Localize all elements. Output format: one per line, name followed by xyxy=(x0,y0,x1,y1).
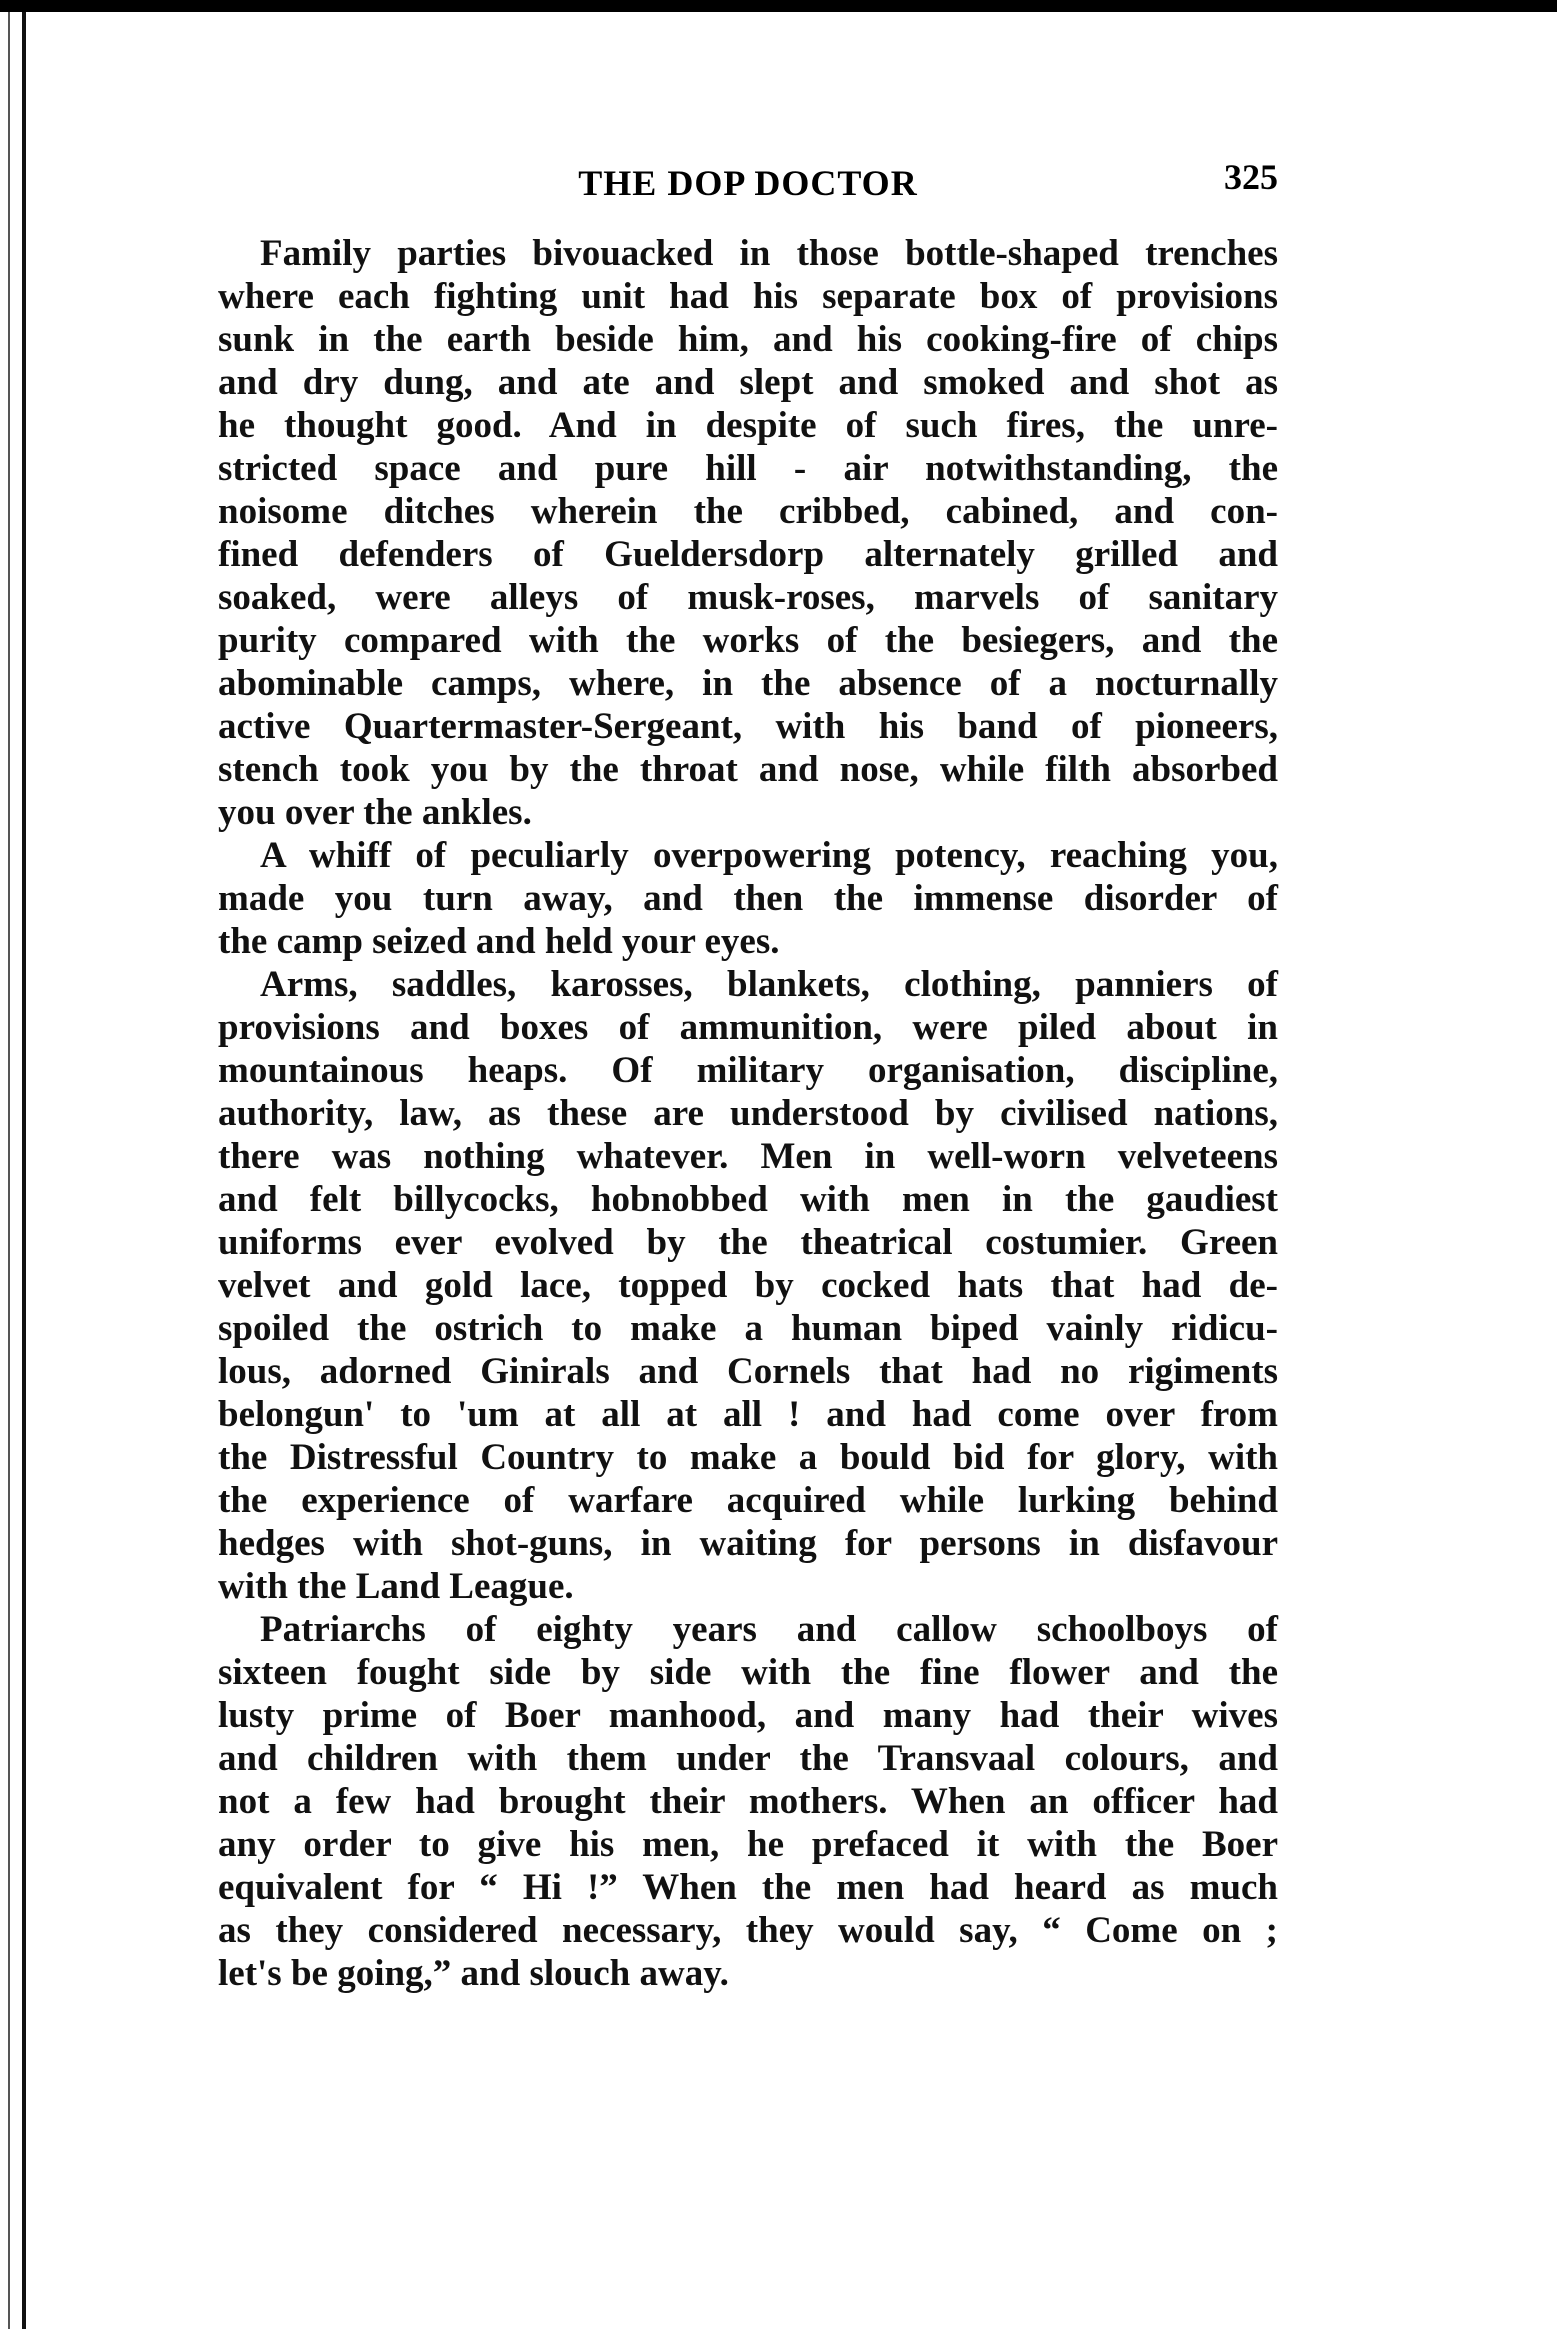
text-line: sixteen fought side by side with the fine flower and the xyxy=(218,1652,1278,1693)
text-line: sunk in the earth beside him, and his cooking-fire of chips xyxy=(218,319,1278,360)
text-line: abominable camps, where, in the absence of a nocturnally xyxy=(218,663,1278,704)
text-line: stench took you by the throat and nose, while filth absorbed xyxy=(218,749,1278,790)
text-line: mountainous heaps. Of military organisation, discipline, xyxy=(218,1050,1278,1091)
text-line: he thought good. And in despite of such fires, the unre- xyxy=(218,405,1278,446)
text-line: velvet and gold lace, topped by cocked hats that had de- xyxy=(218,1265,1278,1306)
text-line: equivalent for “ Hi !” When the men had heard as much xyxy=(218,1867,1278,1908)
text-line: lusty prime of Boer manhood, and many had their wives xyxy=(218,1695,1278,1736)
text-line: with the Land League. xyxy=(218,1566,574,1607)
text-line: any order to give his men, he prefaced it with the Boer xyxy=(218,1824,1278,1865)
text-line: and children with them under the Transvaal colours, and xyxy=(218,1738,1278,1779)
running-title: THE DOP DOCTOR xyxy=(578,163,918,203)
scan-border-left xyxy=(22,12,26,2329)
paragraph xyxy=(218,834,1278,963)
paragraph xyxy=(218,1608,1278,1995)
page-number: 325 xyxy=(1224,157,1278,197)
scan-border-left-outer xyxy=(8,12,10,2329)
text-line: uniforms ever evolved by the theatrical costumier. Green xyxy=(218,1222,1278,1263)
text-line: hedges with shot-guns, in waiting for persons in disfavour xyxy=(218,1523,1278,1564)
text-line: the Distressful Country to make a bould bid for glory, with xyxy=(218,1437,1278,1478)
text-line: you over the ankles. xyxy=(218,792,532,833)
scan-border-top xyxy=(0,0,1557,12)
text-line: noisome ditches wherein the cribbed, cabined, and con- xyxy=(218,491,1278,532)
text-line: provisions and boxes of ammunition, were piled about in xyxy=(218,1007,1278,1048)
text-line: Patriarchs of eighty years and callow schoolboys of xyxy=(260,1609,1278,1650)
text-line: as they considered necessary, they would say, “ Come on ; xyxy=(218,1910,1278,1951)
text-line: purity compared with the works of the besiegers, and the xyxy=(218,620,1278,661)
text-line: the camp seized and held your eyes. xyxy=(218,921,780,962)
body-text xyxy=(218,232,1278,1995)
paragraph xyxy=(218,963,1278,1608)
text-line: Family parties bivouacked in those bottle-shaped trenches xyxy=(260,233,1278,274)
text-line: let's be going,” and slouch away. xyxy=(218,1953,729,1994)
text-line: Arms, saddles, karosses, blankets, clothing, panniers of xyxy=(260,964,1278,1005)
page-header xyxy=(218,157,1278,212)
text-line: made you turn away, and then the immense disorder of xyxy=(218,878,1278,919)
text-line: where each fighting unit had his separate box of provisions xyxy=(218,276,1278,317)
text-line: and felt billycocks, hobnobbed with men in the gaudiest xyxy=(218,1179,1278,1220)
text-line: and dry dung, and ate and slept and smoked and shot as xyxy=(218,362,1278,403)
text-line: not a few had brought their mothers. When an officer had xyxy=(218,1781,1278,1822)
text-line: belongun' to 'um at all at all ! and had come over from xyxy=(218,1394,1278,1435)
text-line: spoiled the ostrich to make a human biped vainly ridicu- xyxy=(218,1308,1278,1349)
paragraph xyxy=(218,232,1278,834)
text-line: active Quartermaster-Sergeant, with his band of pioneers, xyxy=(218,706,1278,747)
text-line: stricted space and pure hill - air notwithstanding, the xyxy=(218,448,1278,489)
text-line: soaked, were alleys of musk-roses, marvels of sanitary xyxy=(218,577,1278,618)
text-line: the experience of warfare acquired while lurking behind xyxy=(218,1480,1278,1521)
text-line: authority, law, as these are understood by civilised nations, xyxy=(218,1093,1278,1134)
text-line: fined defenders of Gueldersdorp alternately grilled and xyxy=(218,534,1278,575)
text-line: there was nothing whatever. Men in well-worn velveteens xyxy=(218,1136,1278,1177)
text-line: lous, adorned Ginirals and Cornels that had no rigiments xyxy=(218,1351,1278,1392)
text-line: A whiff of peculiarly overpowering potency, reaching you, xyxy=(260,835,1278,876)
